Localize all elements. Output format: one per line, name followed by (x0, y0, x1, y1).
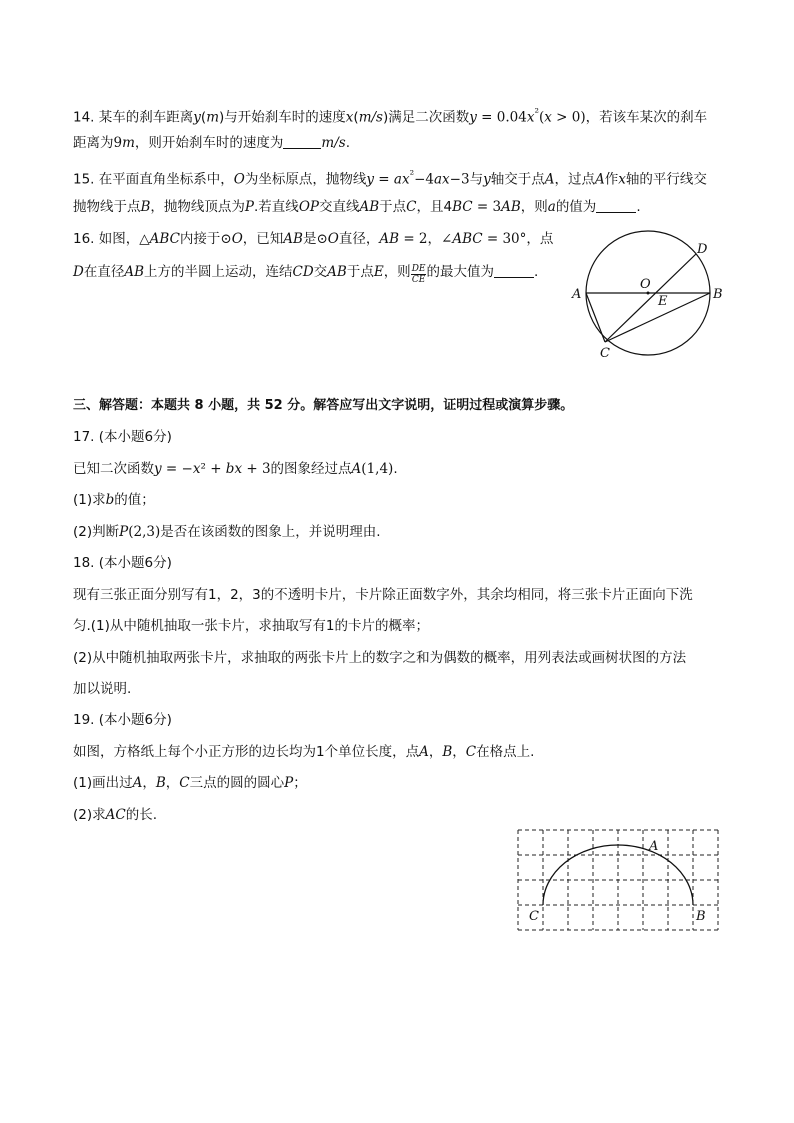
math: ² (409, 168, 415, 181)
text: . (345, 135, 350, 151)
q18-line4: 加以说明. (73, 681, 132, 697)
text: 于点 (346, 264, 374, 280)
math: △ (139, 231, 150, 247)
q18-line2: 匀.(1)从中随机抽取一张卡片，求抽取写有1的卡片的概率； (73, 618, 430, 634)
denominator: CE (411, 275, 426, 285)
math: ABC (452, 231, 483, 247)
label-a: A (572, 287, 582, 302)
q19-item2 (73, 805, 157, 825)
math: D (73, 264, 84, 280)
q14-line1 (73, 103, 707, 128)
text: ， (142, 775, 156, 791)
math: E (373, 264, 384, 280)
text: (2)求 (73, 807, 106, 823)
text: 的值为 (555, 199, 597, 215)
math: BC (452, 199, 473, 215)
math: 9 (113, 135, 123, 151)
text: 轴交于点 (490, 171, 545, 188)
math: x (345, 109, 354, 126)
math: O (327, 231, 339, 247)
math: ( (538, 109, 545, 126)
math: bx (225, 461, 243, 477)
q17-title: 17. (本小题6分) (73, 429, 172, 445)
text: ，已知 (242, 231, 284, 247)
text: 抛物线于点 (73, 199, 141, 215)
math: P (244, 199, 255, 215)
text: (2)判断 (73, 524, 120, 540)
math: C (179, 775, 190, 791)
answer-blank (494, 263, 534, 278)
q19-title: 19. (本小题6分) (73, 712, 172, 728)
text: 的长. (125, 807, 158, 823)
math: C (465, 744, 477, 760)
math: m/s (358, 109, 383, 126)
math: y (483, 171, 491, 188)
text: ，抛物线顶点为 (150, 199, 245, 215)
label-e: E (658, 294, 668, 309)
text: ( (353, 109, 359, 126)
math: ax (393, 171, 410, 188)
text: 是否在该函数的图象上，并说明理由. (160, 524, 381, 540)
math: ² + (200, 461, 226, 477)
math: AB (283, 231, 303, 247)
math: x (192, 461, 201, 477)
math: y (366, 171, 374, 188)
text: 如图，方格纸上每个小正方形的边长均为1个单位长度，点 (73, 744, 420, 760)
label-b: B (696, 909, 706, 924)
text: ， (452, 744, 466, 760)
text: . (636, 199, 641, 215)
section3-heading: 三、解答题：本题共 8 小题，共 52 分。解答应写出文字说明，证明过程或演算步骤。 (73, 398, 574, 413)
text: 的最大值为 (426, 264, 494, 280)
math: AB (501, 199, 521, 215)
text: = 30°，点 (482, 231, 554, 247)
numerator: DE (411, 264, 426, 274)
math: ⊙ (316, 231, 328, 247)
math: AC (105, 807, 126, 823)
q19-item1 (73, 773, 307, 793)
math: x (618, 171, 626, 188)
math: C (406, 199, 417, 215)
text: 16. 如图， (73, 231, 140, 247)
math: = 2，∠ (399, 231, 453, 247)
text: 的值； (114, 492, 155, 508)
math: A (544, 171, 555, 188)
math: (2,3) (128, 524, 161, 540)
text: . (393, 461, 398, 477)
math: −3 (449, 171, 470, 188)
text: 内接于 (179, 231, 221, 247)
text: 作 (604, 171, 619, 188)
math: = 3 (472, 199, 502, 215)
text: )满足二次函数 (382, 109, 470, 126)
text: 直径， (338, 231, 380, 247)
math: m (206, 109, 219, 126)
math: ² (534, 106, 539, 119)
text: 的图象经过点 (270, 461, 352, 477)
text: 是 (302, 231, 317, 247)
q18-line3: (2)从中随机抽取两张卡片，求抽取的两张卡片上的数字之和为偶数的概率，用列表法或画树状图的方法 (73, 650, 687, 666)
text: 三点的圆的圆心 (189, 775, 285, 791)
q15-line1 (73, 165, 707, 190)
math: A (594, 171, 605, 188)
math: y (469, 109, 477, 126)
q14-line2 (73, 133, 350, 153)
math: AB (359, 199, 380, 215)
text: 在直径 (83, 264, 125, 280)
text: (1)画出过 (73, 775, 133, 791)
math: m/s (321, 135, 346, 151)
math: ⊙ (220, 231, 232, 247)
answer-blank (596, 198, 636, 213)
math: y (154, 461, 162, 477)
segment-ac (586, 293, 605, 342)
math: O (233, 171, 245, 188)
math: P (119, 524, 129, 540)
text: 轴的平行线交 (625, 171, 707, 188)
math: ax (433, 171, 450, 188)
math: y (193, 109, 201, 126)
math: P (284, 775, 294, 791)
math: AB (327, 264, 347, 280)
math: A (351, 461, 362, 477)
label-b: B (713, 287, 723, 302)
math: (1,4) (361, 461, 394, 477)
label-a: A (649, 839, 659, 854)
math: −4 (414, 171, 434, 188)
text: ，过点 (554, 171, 595, 188)
label-c: C (529, 909, 539, 924)
math: OP (298, 199, 319, 215)
text: ，则 (383, 264, 411, 280)
text: ； (293, 775, 307, 791)
math: B (442, 744, 453, 760)
q18-title: 18. (本小题6分) (73, 555, 172, 571)
q19-stem (73, 742, 534, 762)
text: 上方的半圆上运动，连结 (144, 264, 293, 280)
text: 15. 在平面直角坐标系中， (73, 171, 234, 188)
math: x (526, 109, 535, 126)
math: > 0) (551, 109, 586, 126)
text: ，则 (520, 199, 548, 215)
q15-line2 (73, 197, 641, 217)
label-d: D (697, 242, 708, 257)
math: b (105, 492, 115, 508)
math: AB (379, 231, 400, 247)
text: 为坐标原点，抛物线 (244, 171, 367, 188)
text: )与开始刹车时的速度 (219, 109, 346, 126)
text: ， (165, 775, 180, 791)
text: 14. 某车的刹车距离 (73, 109, 194, 126)
text: ，若该车某次的刹车 (585, 109, 708, 126)
grid-figure (512, 823, 728, 939)
text: ( (200, 109, 207, 126)
q16-line2 (73, 262, 538, 285)
q17-stem (73, 459, 398, 479)
label-o: O (640, 277, 651, 292)
text: 在格点上. (476, 744, 535, 760)
text: 交 (313, 264, 328, 280)
math: B (140, 199, 151, 215)
math: ABC (149, 231, 180, 247)
text: .若直线 (254, 199, 299, 215)
text: (1)求 (73, 492, 106, 508)
q18-line1: 现有三张正面分别写有1，2，3的不透明卡片，卡片除正面数字外，其余均相同，将三张卡片正面向下洗 (73, 587, 693, 603)
math: a (547, 199, 556, 215)
q17-item2 (73, 522, 381, 542)
text: . (533, 264, 539, 280)
math: A (132, 775, 143, 791)
math: = 0.04 (476, 109, 527, 126)
math: = (373, 171, 394, 188)
text: 已知二次函数 (73, 461, 154, 477)
fraction-de-over-ce (411, 264, 427, 285)
math: CD (292, 264, 314, 280)
text: 交直线 (318, 199, 360, 215)
text: ，则开始刹车时的速度为 (134, 135, 284, 151)
text: 与 (469, 171, 484, 188)
math: = − (161, 461, 193, 477)
math: B (155, 775, 166, 791)
answer-blank (283, 134, 321, 149)
circle-figure (560, 225, 740, 365)
text: ， (428, 744, 443, 760)
math: A (419, 744, 429, 760)
math: + 3 (242, 461, 271, 477)
text: 于点 (379, 199, 407, 215)
text: 距离为 (73, 135, 114, 151)
math: m (122, 135, 135, 151)
q16-line1 (73, 229, 553, 249)
math: x (544, 109, 552, 126)
segment-cd (605, 254, 696, 342)
q17-item1 (73, 490, 155, 510)
label-c: C (600, 346, 610, 361)
math: O (231, 231, 243, 247)
text: ，且4 (416, 199, 453, 215)
math: AB (124, 264, 144, 280)
